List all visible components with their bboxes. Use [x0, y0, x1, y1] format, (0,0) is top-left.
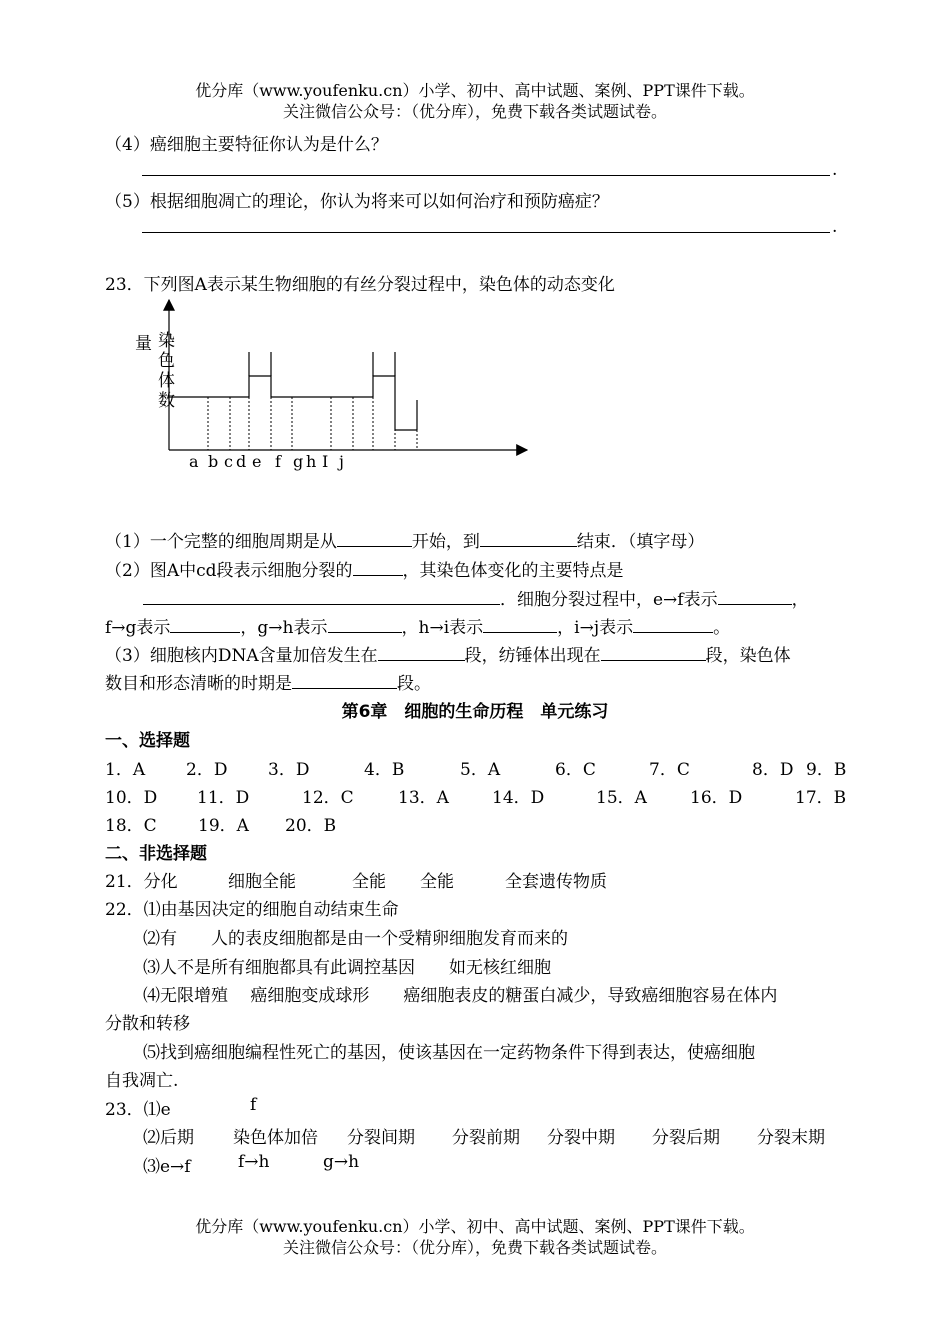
answer-23-2-item: 分裂前期 — [452, 1128, 520, 1148]
y-axis-label-b — [158, 331, 175, 411]
q23-p3-text-b: 段，纺锤体出现在 — [464, 646, 601, 666]
q22-part4-answer-line — [142, 175, 830, 176]
q23-p3-text-d: 数目和形态清晰的时期是 — [105, 674, 292, 694]
mc-answer: 14．D — [492, 788, 545, 808]
q23-p2-text-a: （2）图A中cd段表示细胞分裂的 — [105, 561, 353, 581]
blank — [143, 588, 500, 605]
mc-answer: 3．D — [268, 760, 310, 780]
q23-p2-text-h: ，i→j表示 — [557, 618, 634, 638]
answer-23-1-item: f — [250, 1095, 257, 1115]
y-label-char: 体 — [158, 371, 175, 391]
answer-22-4b: 分散和转移 — [105, 1014, 190, 1034]
q23-p2-text-i: 。 — [713, 618, 731, 638]
answer-22-5b: 自我凋亡. — [105, 1071, 179, 1091]
answer-22-1: 22．⑴由基因决定的细胞自动结束生命 — [105, 900, 399, 920]
y-label-char: 染 — [158, 331, 175, 351]
q22-part5: （5）根据细胞凋亡的理论，你认为将来可以如何治疗和预防癌症？ — [105, 192, 609, 212]
q23-p2-text-d: ， — [791, 590, 809, 610]
mc-answer: 2．D — [186, 760, 228, 780]
blank — [170, 616, 240, 633]
blank — [292, 672, 397, 689]
blank — [353, 559, 403, 576]
answers-section1-title: 一、选择题 — [105, 731, 190, 751]
answer-23-3-item: g→h — [323, 1152, 360, 1172]
mc-answer: 18．C — [105, 816, 157, 836]
answer-23-2-item: 分裂末期 — [757, 1128, 825, 1148]
mc-answer: 6．C — [555, 760, 596, 780]
x-axis-labels — [189, 452, 344, 471]
x-label: d — [236, 452, 247, 471]
phase-dividers — [208, 397, 417, 450]
answer-22-3: ⑶人不是所有细胞都具有此调控基因 如无核红细胞 — [143, 958, 551, 978]
page-footer-line2: 关注微信公众号：（优分库），免费下载各类试题试卷。 — [282, 1238, 667, 1257]
q23-part1 — [105, 527, 704, 552]
x-label: e — [252, 452, 262, 471]
answer-23-1-item: 23．⑴e — [105, 1100, 171, 1120]
answer-21-item: 细胞全能 — [228, 872, 296, 892]
blank — [718, 588, 792, 605]
q23-part3-line2 — [105, 669, 431, 694]
q22-part5-answer-line — [142, 232, 830, 233]
figure-a-chromosome-graph — [125, 290, 545, 475]
mc-answer: 1．A — [105, 760, 146, 780]
x-label: g — [293, 452, 304, 471]
answer-21-item: 21．分化 — [105, 872, 178, 892]
q23-p1-text-b: 开始，到 — [411, 532, 480, 552]
answer-23-2-item: 分裂中期 — [547, 1128, 615, 1148]
y-label-char: 数 — [158, 391, 175, 411]
q23-p2-text-f: ，g→h表示 — [240, 618, 328, 638]
q23-p2-text-b: ，其染色体变化的主要特点是 — [402, 561, 624, 581]
y-axis-label-a: 量 — [135, 334, 152, 354]
blank — [601, 644, 706, 661]
answer-23-2-item: 分裂后期 — [652, 1128, 720, 1148]
mc-answer: 19．A — [198, 816, 249, 836]
mc-answer: 10．D — [105, 788, 158, 808]
answer-23-3-item: f→h — [238, 1152, 270, 1172]
mc-answer: 9．B — [806, 760, 847, 780]
mc-answer: 7．C — [649, 760, 690, 780]
answers-title: 第6章 细胞的生命历程 单元练习 — [341, 702, 609, 722]
blank — [483, 616, 557, 633]
answer-22-2: ⑵有 人的表皮细胞都是由一个受精卵细胞发育而来的 — [143, 929, 568, 949]
mc-answer: 8．D — [752, 760, 794, 780]
mc-answer: 4．B — [364, 760, 405, 780]
mc-answer: 12．C — [302, 788, 354, 808]
mc-answer: 11．D — [197, 788, 250, 808]
x-label: j — [339, 452, 344, 471]
answer-21-item: 全能 — [420, 872, 454, 892]
x-label: c — [224, 452, 233, 471]
q23-part3-line1 — [105, 641, 791, 666]
q23-p3-text-e: 段。 — [397, 674, 431, 694]
q23-part2-line2 — [143, 585, 809, 610]
blank — [337, 530, 412, 547]
x-label: f — [275, 452, 281, 471]
q23-stem: 23．下列图A表示某生物细胞的有丝分裂过程中，染色体的动态变化 — [105, 275, 615, 295]
q23-part2-line1 — [105, 556, 624, 581]
chromosome-count-curve — [169, 376, 417, 430]
q23-p3-text-a: （3）细胞核内DNA含量加倍发生在 — [105, 646, 378, 666]
mc-answer: 13．A — [398, 788, 449, 808]
q23-p2-text-e: f→g表示 — [105, 618, 171, 638]
answer-23-3-item: ⑶e→f — [143, 1157, 191, 1177]
q23-p1-text-c: 结束．（填字母） — [576, 532, 705, 552]
answer-22-4a: ⑷无限增殖 癌细胞变成球形 癌细胞表皮的糖蛋白减少，导致癌细胞容易在体内 — [143, 986, 778, 1006]
answer-23-2-item: ⑵后期 — [143, 1128, 194, 1148]
mc-answer: 16．D — [690, 788, 743, 808]
x-label: h — [306, 452, 317, 471]
answer-23-2-item: 染色体加倍 — [233, 1128, 318, 1148]
q23-p2-text-c: ．细胞分裂过程中，e→f表示 — [500, 590, 718, 610]
blank — [480, 530, 577, 547]
page-footer-line1: 优分库（www.youfenku.cn）小学、初中、高中试题、案例、PPT课件下载。 — [195, 1217, 755, 1236]
mc-answer: 5．A — [460, 760, 501, 780]
answer-23-2-item: 分裂间期 — [347, 1128, 415, 1148]
y-label-char: 色 — [158, 351, 175, 371]
answer-21-item: 全套遗传物质 — [505, 872, 607, 892]
mc-answer: 15．A — [596, 788, 647, 808]
mc-answer: 20．B — [285, 816, 337, 836]
q22-part4-period: . — [832, 160, 838, 180]
q23-p1-text-a: （1）一个完整的细胞周期是从 — [105, 532, 337, 552]
q22-part4: （4）癌细胞主要特征你认为是什么？ — [105, 135, 388, 155]
q23-part2-line3 — [105, 613, 730, 638]
blank — [633, 616, 713, 633]
q22-part5-period: . — [832, 217, 838, 237]
page-header-line1: 优分库（www.youfenku.cn）小学、初中、高中试题、案例、PPT课件下载。 — [195, 81, 755, 100]
blank — [328, 616, 402, 633]
answer-22-5a: ⑸找到癌细胞编程性死亡的基因，使该基因在一定药物条件下得到表达，使癌细胞 — [143, 1043, 755, 1063]
x-label: a — [189, 452, 199, 471]
answers-section2-title: 二、非选择题 — [105, 844, 207, 864]
page-header-line2: 关注微信公众号：（优分库），免费下载各类试题试卷。 — [282, 102, 667, 121]
mc-answer: 17．B — [795, 788, 847, 808]
x-label: b — [208, 452, 219, 471]
x-label: I — [322, 452, 329, 471]
answer-21-item: 全能 — [352, 872, 386, 892]
q23-p3-text-c: 段，染色体 — [705, 646, 791, 666]
q23-p2-text-g: ，h→i表示 — [401, 618, 484, 638]
blank — [378, 644, 465, 661]
